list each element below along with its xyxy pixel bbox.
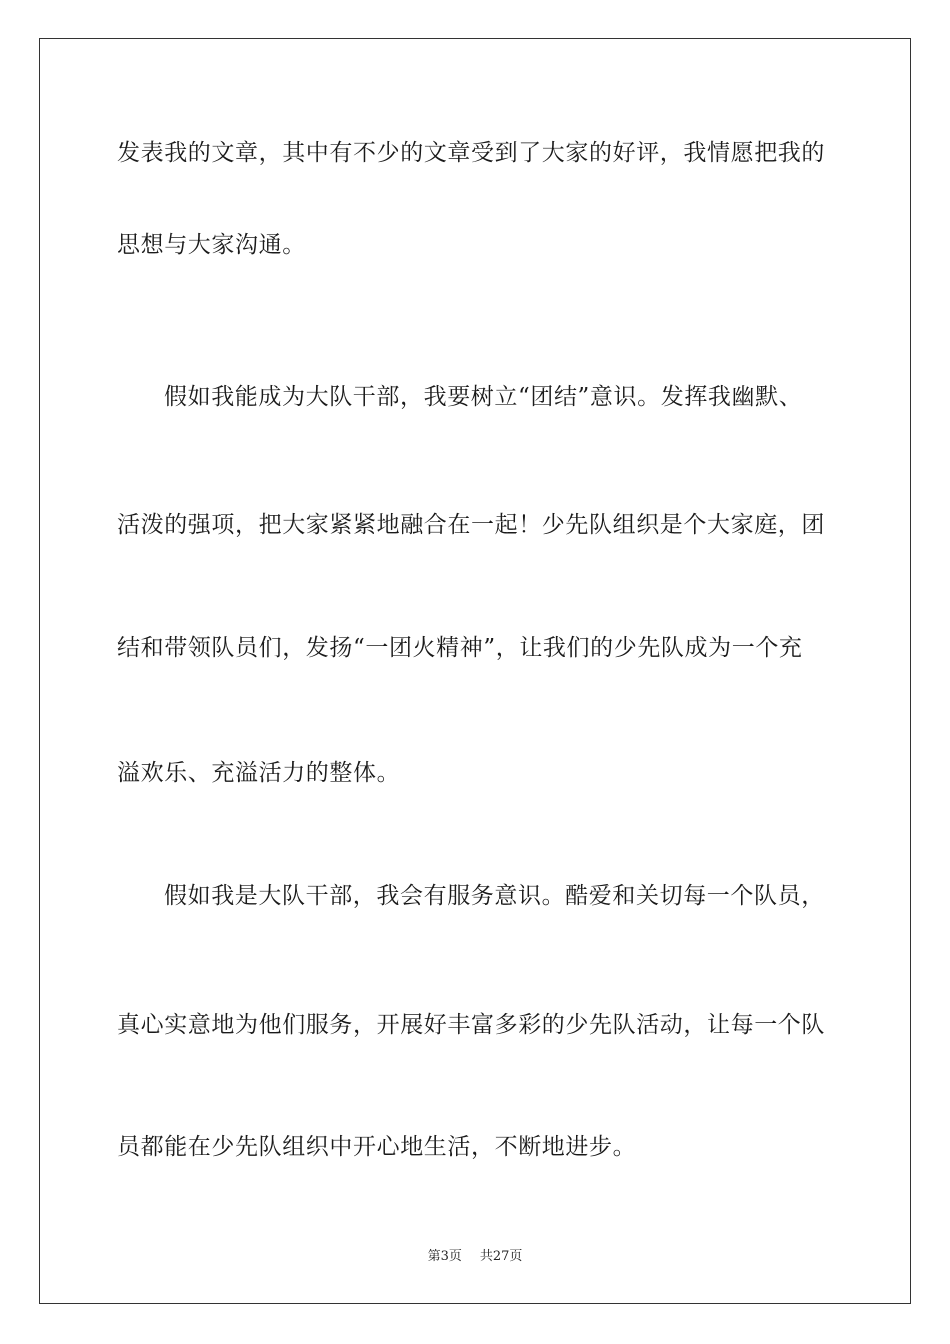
text-line-9: 员都能在少先队组织中开心地生活，不断地进步。: [117, 1134, 637, 1160]
text-line-5: 结和带领队员们，发扬“一团火精神”，让我们的少先队成为一个充: [117, 635, 803, 661]
page-total: 共27页: [479, 1249, 523, 1264]
page-footer: [0, 1248, 950, 1266]
page-frame: [39, 38, 911, 1304]
text-line-8: 真心实意地为他们服务，开展好丰富多彩的少先队活动，让每一个队: [117, 1012, 825, 1038]
text-line-6: 溢欢乐、充溢活力的整体。: [117, 760, 401, 786]
text-line-7: 假如我是大队干部，我会有服务意识。酷爱和关切每一个队员，: [164, 883, 825, 909]
page-number: 第3页: [427, 1249, 462, 1264]
text-line-4: 活泼的强项，把大家紧紧地融合在一起！少先队组织是个大家庭，团: [117, 512, 825, 538]
text-line-1: 发表我的文章，其中有不少的文章受到了大家的好评，我情愿把我的: [117, 140, 825, 166]
text-line-2: 思想与大家沟通。: [117, 232, 306, 258]
text-line-3: 假如我能成为大队干部，我要树立“团结”意识。发挥我幽默、: [164, 384, 803, 410]
